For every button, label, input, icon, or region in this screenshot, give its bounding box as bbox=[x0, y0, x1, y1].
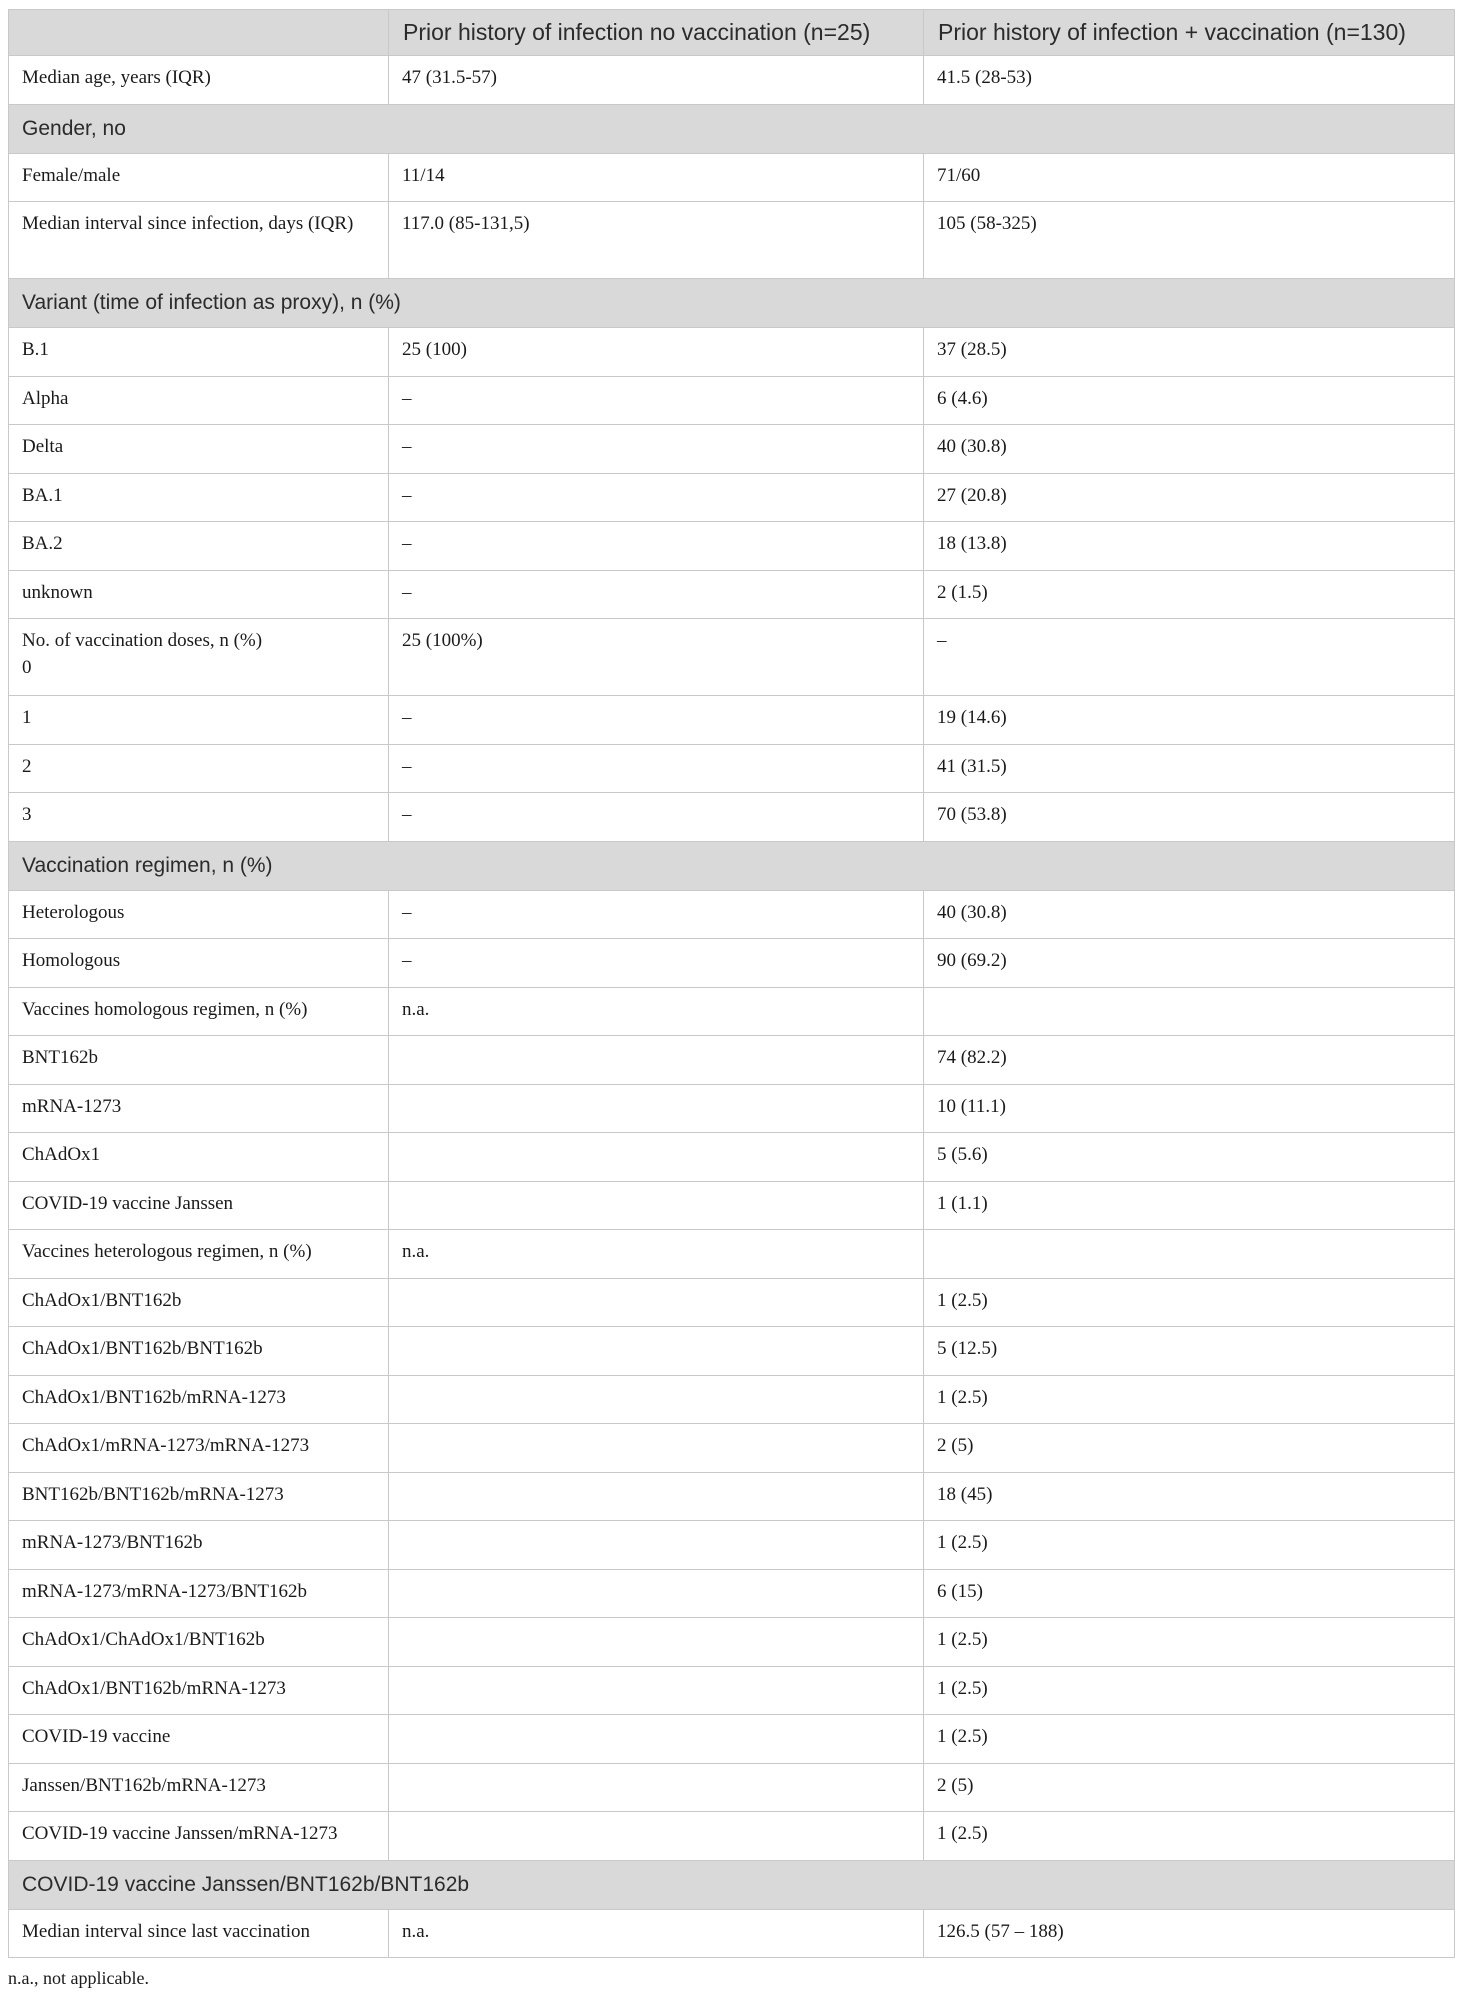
table-row bbox=[9, 1472, 1455, 1521]
value-vaccination: 90 (69.2) bbox=[924, 939, 1455, 988]
table-row bbox=[9, 1424, 1455, 1473]
row-label: B.1 bbox=[9, 328, 389, 377]
row-label: ChAdOx1/BNT162b/mRNA-1273 bbox=[9, 1375, 389, 1424]
value-vaccination: 1 (2.5) bbox=[924, 1521, 1455, 1570]
row-label bbox=[9, 619, 389, 696]
table-row bbox=[9, 1375, 1455, 1424]
value-vaccination: 1 (2.5) bbox=[924, 1375, 1455, 1424]
row-label: Vaccines heterologous regimen, n (%) bbox=[9, 1230, 389, 1279]
value-no-vaccination: – bbox=[389, 939, 924, 988]
row-label: 1 bbox=[9, 696, 389, 745]
row-label: Alpha bbox=[9, 376, 389, 425]
value-vaccination: 1 (2.5) bbox=[924, 1812, 1455, 1861]
value-no-vaccination bbox=[389, 1521, 924, 1570]
value-no-vaccination bbox=[389, 1569, 924, 1618]
section-heading: COVID-19 vaccine Janssen/BNT162b/BNT162b bbox=[9, 1860, 1455, 1909]
value-no-vaccination: – bbox=[389, 473, 924, 522]
row-label: Median interval since last vaccination bbox=[9, 1909, 389, 1958]
value-vaccination: 41 (31.5) bbox=[924, 744, 1455, 793]
value-vaccination: 2 (5) bbox=[924, 1424, 1455, 1473]
value-vaccination: 10 (11.1) bbox=[924, 1084, 1455, 1133]
value-vaccination: 1 (2.5) bbox=[924, 1715, 1455, 1764]
row-label: Median age, years (IQR) bbox=[9, 56, 389, 105]
row-label: unknown bbox=[9, 570, 389, 619]
value-no-vaccination bbox=[389, 1375, 924, 1424]
row-label: Heterologous bbox=[9, 890, 389, 939]
table-row bbox=[9, 1812, 1455, 1861]
value-vaccination: 105 (58-325) bbox=[924, 202, 1455, 279]
row-label: BA.2 bbox=[9, 522, 389, 571]
table-row bbox=[9, 1327, 1455, 1376]
table-row bbox=[9, 939, 1455, 988]
table-row bbox=[9, 987, 1455, 1036]
row-label: ChAdOx1 bbox=[9, 1133, 389, 1182]
value-vaccination: – bbox=[924, 619, 1455, 696]
table-row bbox=[9, 56, 1455, 105]
value-vaccination: 1 (2.5) bbox=[924, 1666, 1455, 1715]
table-container bbox=[8, 9, 1454, 1958]
value-no-vaccination: 117.0 (85-131,5) bbox=[389, 202, 924, 279]
value-no-vaccination bbox=[389, 1084, 924, 1133]
section-heading: Gender, no bbox=[9, 104, 1455, 153]
row-label: Vaccines homologous regimen, n (%) bbox=[9, 987, 389, 1036]
value-vaccination: 5 (12.5) bbox=[924, 1327, 1455, 1376]
header-cell-no-vaccination: Prior history of infection no vaccination (n=25) bbox=[389, 10, 924, 56]
value-no-vaccination bbox=[389, 1666, 924, 1715]
row-label: ChAdOx1/mRNA-1273/mRNA-1273 bbox=[9, 1424, 389, 1473]
table-row bbox=[9, 1666, 1455, 1715]
table-row bbox=[9, 619, 1455, 696]
row-label: COVID-19 vaccine Janssen/mRNA-1273 bbox=[9, 1812, 389, 1861]
value-no-vaccination bbox=[389, 1278, 924, 1327]
table-row bbox=[9, 1521, 1455, 1570]
data-table bbox=[8, 9, 1455, 1958]
table-row bbox=[9, 793, 1455, 842]
table-row bbox=[9, 153, 1455, 202]
value-no-vaccination: n.a. bbox=[389, 1909, 924, 1958]
row-label: COVID-19 vaccine bbox=[9, 1715, 389, 1764]
row-label: Janssen/BNT162b/mRNA-1273 bbox=[9, 1763, 389, 1812]
value-vaccination: 18 (45) bbox=[924, 1472, 1455, 1521]
value-vaccination: 1 (2.5) bbox=[924, 1278, 1455, 1327]
table-row bbox=[9, 1618, 1455, 1667]
value-no-vaccination: – bbox=[389, 376, 924, 425]
row-label: 3 bbox=[9, 793, 389, 842]
table-row bbox=[9, 1909, 1455, 1958]
value-vaccination: 2 (5) bbox=[924, 1763, 1455, 1812]
value-no-vaccination bbox=[389, 1715, 924, 1764]
value-no-vaccination: – bbox=[389, 890, 924, 939]
table-row bbox=[9, 376, 1455, 425]
table-row bbox=[9, 522, 1455, 571]
table-row bbox=[9, 1278, 1455, 1327]
table-row bbox=[9, 1230, 1455, 1279]
value-no-vaccination: – bbox=[389, 744, 924, 793]
value-vaccination bbox=[924, 987, 1455, 1036]
table-row bbox=[9, 744, 1455, 793]
value-vaccination: 19 (14.6) bbox=[924, 696, 1455, 745]
table-row bbox=[9, 1181, 1455, 1230]
row-label: 2 bbox=[9, 744, 389, 793]
header-cell-vaccination: Prior history of infection + vaccination (n=130) bbox=[924, 10, 1455, 56]
table-row bbox=[9, 473, 1455, 522]
row-label: Median interval since infection, days (IQR) bbox=[9, 202, 389, 279]
table-row bbox=[9, 425, 1455, 474]
row-label: ChAdOx1/BNT162b/BNT162b bbox=[9, 1327, 389, 1376]
section-row bbox=[9, 1860, 1455, 1909]
value-vaccination: 1 (1.1) bbox=[924, 1181, 1455, 1230]
table-row bbox=[9, 570, 1455, 619]
section-row bbox=[9, 279, 1455, 328]
value-no-vaccination bbox=[389, 1133, 924, 1182]
value-no-vaccination: – bbox=[389, 522, 924, 571]
header-cell-label bbox=[9, 10, 389, 56]
value-vaccination: 2 (1.5) bbox=[924, 570, 1455, 619]
value-vaccination: 37 (28.5) bbox=[924, 328, 1455, 377]
section-row bbox=[9, 841, 1455, 890]
value-no-vaccination bbox=[389, 1763, 924, 1812]
row-label-line: No. of vaccination doses, n (%) bbox=[22, 630, 263, 651]
value-no-vaccination bbox=[389, 1424, 924, 1473]
row-label: ChAdOx1/ChAdOx1/BNT162b bbox=[9, 1618, 389, 1667]
value-no-vaccination: 11/14 bbox=[389, 153, 924, 202]
value-no-vaccination bbox=[389, 1181, 924, 1230]
value-vaccination: 6 (4.6) bbox=[924, 376, 1455, 425]
row-label: BNT162b/BNT162b/mRNA-1273 bbox=[9, 1472, 389, 1521]
value-no-vaccination bbox=[389, 1327, 924, 1376]
section-heading: Variant (time of infection as proxy), n (%) bbox=[9, 279, 1455, 328]
row-label: mRNA-1273 bbox=[9, 1084, 389, 1133]
value-no-vaccination: 25 (100%) bbox=[389, 619, 924, 696]
section-heading: Vaccination regimen, n (%) bbox=[9, 841, 1455, 890]
table-row bbox=[9, 1569, 1455, 1618]
header-row bbox=[9, 10, 1455, 56]
value-no-vaccination bbox=[389, 1812, 924, 1861]
value-no-vaccination bbox=[389, 1472, 924, 1521]
row-label: BNT162b bbox=[9, 1036, 389, 1085]
row-label: mRNA-1273/BNT162b bbox=[9, 1521, 389, 1570]
value-vaccination: 40 (30.8) bbox=[924, 890, 1455, 939]
row-label: BA.1 bbox=[9, 473, 389, 522]
table-row bbox=[9, 1715, 1455, 1764]
value-vaccination: 74 (82.2) bbox=[924, 1036, 1455, 1085]
row-label: Female/male bbox=[9, 153, 389, 202]
value-no-vaccination: – bbox=[389, 425, 924, 474]
table-row bbox=[9, 1084, 1455, 1133]
value-vaccination: 18 (13.8) bbox=[924, 522, 1455, 571]
value-vaccination: 40 (30.8) bbox=[924, 425, 1455, 474]
section-row bbox=[9, 104, 1455, 153]
value-no-vaccination: – bbox=[389, 696, 924, 745]
value-vaccination: 41.5 (28-53) bbox=[924, 56, 1455, 105]
row-label: ChAdOx1/BNT162b bbox=[9, 1278, 389, 1327]
table-row bbox=[9, 1036, 1455, 1085]
table-row bbox=[9, 1763, 1455, 1812]
row-label: COVID-19 vaccine Janssen bbox=[9, 1181, 389, 1230]
value-no-vaccination: 47 (31.5-57) bbox=[389, 56, 924, 105]
row-label-subline: 0 bbox=[22, 657, 32, 678]
table-row bbox=[9, 1133, 1455, 1182]
row-label: mRNA-1273/mRNA-1273/BNT162b bbox=[9, 1569, 389, 1618]
footnote: n.a., not applicable. bbox=[8, 1968, 149, 1988]
value-no-vaccination: – bbox=[389, 793, 924, 842]
table-body bbox=[9, 56, 1455, 1958]
value-no-vaccination: – bbox=[389, 570, 924, 619]
row-label: Homologous bbox=[9, 939, 389, 988]
table-row bbox=[9, 328, 1455, 377]
row-label: ChAdOx1/BNT162b/mRNA-1273 bbox=[9, 1666, 389, 1715]
value-vaccination: 1 (2.5) bbox=[924, 1618, 1455, 1667]
value-no-vaccination: n.a. bbox=[389, 1230, 924, 1279]
row-label: Delta bbox=[9, 425, 389, 474]
value-vaccination: 70 (53.8) bbox=[924, 793, 1455, 842]
table-row bbox=[9, 696, 1455, 745]
value-vaccination bbox=[924, 1230, 1455, 1279]
value-vaccination: 5 (5.6) bbox=[924, 1133, 1455, 1182]
value-vaccination: 27 (20.8) bbox=[924, 473, 1455, 522]
value-no-vaccination: 25 (100) bbox=[389, 328, 924, 377]
table-row bbox=[9, 890, 1455, 939]
value-vaccination: 71/60 bbox=[924, 153, 1455, 202]
value-vaccination: 126.5 (57 – 188) bbox=[924, 1909, 1455, 1958]
value-no-vaccination bbox=[389, 1036, 924, 1085]
value-vaccination: 6 (15) bbox=[924, 1569, 1455, 1618]
value-no-vaccination: n.a. bbox=[389, 987, 924, 1036]
value-no-vaccination bbox=[389, 1618, 924, 1667]
table-row bbox=[9, 202, 1455, 279]
